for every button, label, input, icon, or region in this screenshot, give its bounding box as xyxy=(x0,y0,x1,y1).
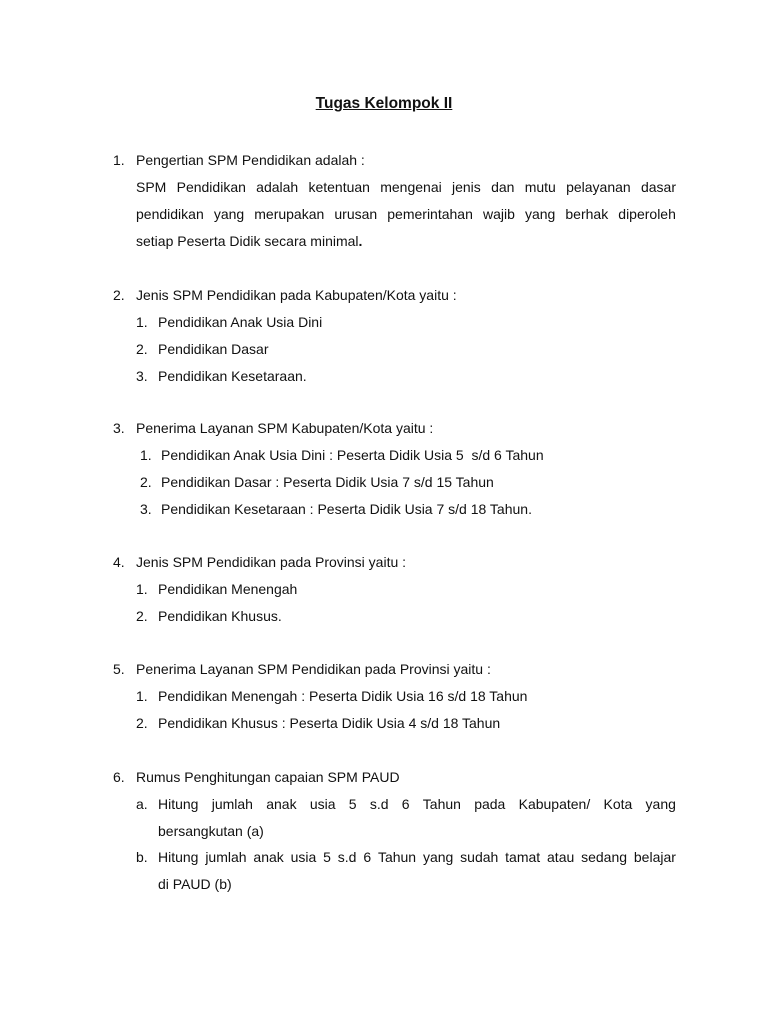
section-heading: Pengertian SPM Pendidikan adalah : xyxy=(136,152,365,168)
section-heading: Rumus Penghitungan capaian SPM PAUD xyxy=(136,769,400,785)
word: pendidikan xyxy=(136,206,204,222)
word: Kabupaten/ xyxy=(518,796,591,812)
section-number: 6. xyxy=(113,769,125,785)
list-item: Pendidikan Dasar : Peserta Didik Usia 7 s/d 15 Tahun xyxy=(161,474,494,490)
word: 5 xyxy=(348,796,357,812)
word: Pendidikan xyxy=(176,179,246,195)
word: merupakan xyxy=(254,206,325,222)
list-item: Pendidikan Kesetaraan : Peserta Didik Usia 7 s/d 18 Tahun. xyxy=(161,501,532,517)
word: Tahun xyxy=(422,796,461,812)
list-item-continuation: di PAUD (b) xyxy=(158,876,232,892)
word: yang xyxy=(213,206,245,222)
word: urusan xyxy=(334,206,378,222)
word: yang xyxy=(645,796,676,812)
list-item: Pendidikan Khusus. xyxy=(158,608,282,624)
word: dan xyxy=(491,179,515,195)
list-item xyxy=(158,848,676,866)
paragraph-end: . xyxy=(358,233,363,249)
list-item-continuation: bersangkutan (a) xyxy=(158,823,264,839)
section-number: 2. xyxy=(113,287,125,303)
word: Kota xyxy=(603,796,633,812)
list-item-number: 2. xyxy=(140,474,152,490)
word: jumlah xyxy=(211,796,253,812)
word: pemerintahan xyxy=(387,206,473,222)
section-number: 3. xyxy=(113,420,125,436)
list-item-number: 1. xyxy=(136,314,148,330)
word: 6 xyxy=(363,849,372,865)
list-item-number: 2. xyxy=(136,608,148,624)
paragraph-text: setiap Peserta Didik secara minimal xyxy=(136,233,359,249)
section-heading: Jenis SPM Pendidikan pada Provinsi yaitu : xyxy=(136,554,407,570)
word: berhak xyxy=(565,206,609,222)
word: anak xyxy=(253,849,284,865)
list-item: Pendidikan Menengah : Peserta Didik Usia 16 s/d 18 Tahun xyxy=(158,688,528,704)
list-item: Pendidikan Menengah xyxy=(158,581,298,597)
word: Hitung xyxy=(158,849,199,865)
word: anak xyxy=(266,796,297,812)
word: atau xyxy=(547,849,575,865)
list-item: Pendidikan Dasar xyxy=(158,341,269,357)
word: usia xyxy=(290,849,317,865)
word: s.d xyxy=(369,796,389,812)
word: mengenai xyxy=(380,179,442,195)
word: adalah xyxy=(256,179,299,195)
word: 5 xyxy=(323,849,331,865)
word: sudah xyxy=(460,849,499,865)
paragraph-line xyxy=(136,205,676,223)
word: diperoleh xyxy=(618,206,676,222)
paragraph-line xyxy=(136,178,676,196)
word: sedang xyxy=(581,849,628,865)
section-heading: Penerima Layanan SPM Kabupaten/Kota yaitu : xyxy=(136,420,434,436)
section-number: 4. xyxy=(113,554,125,570)
word: dasar xyxy=(640,179,676,195)
page-title: Tugas Kelompok II xyxy=(315,95,453,112)
word: mutu xyxy=(524,179,556,195)
list-item: Pendidikan Khusus : Peserta Didik Usia 4 s/d 18 Tahun xyxy=(158,715,501,731)
section-heading: Penerima Layanan SPM Pendidikan pada Provinsi yaitu : xyxy=(136,661,491,677)
word: tamat xyxy=(505,849,541,865)
list-item: Pendidikan Anak Usia Dini : Peserta Didik Usia 5 s/d 6 Tahun xyxy=(161,447,544,463)
section-number: 5. xyxy=(113,661,125,677)
word: Hitung xyxy=(158,796,199,812)
list-item-number: 1. xyxy=(136,581,148,597)
list-item-number: 2. xyxy=(136,715,148,731)
word: wajib xyxy=(482,206,515,222)
word: yang xyxy=(524,206,556,222)
list-item-number: a. xyxy=(136,796,148,812)
list-item xyxy=(158,795,676,813)
word: Tahun xyxy=(377,849,417,865)
word: s.d xyxy=(337,849,357,865)
list-item-number: 1. xyxy=(136,688,148,704)
list-item-number: b. xyxy=(136,849,148,865)
list-item-number: 1. xyxy=(140,447,152,463)
paragraph-line xyxy=(136,232,362,250)
word: pada xyxy=(474,796,506,812)
word: jenis xyxy=(452,179,481,195)
word: ketentuan xyxy=(308,179,370,195)
word: pelayanan xyxy=(566,179,631,195)
list-item-number: 3. xyxy=(136,368,148,384)
word: belajar xyxy=(633,849,676,865)
word: yang xyxy=(422,849,454,865)
list-item: Pendidikan Kesetaraan. xyxy=(158,368,307,384)
list-item-number: 3. xyxy=(140,501,152,517)
list-item: Pendidikan Anak Usia Dini xyxy=(158,314,323,330)
list-item-number: 2. xyxy=(136,341,148,357)
word: usia xyxy=(309,796,336,812)
word: SPM xyxy=(136,179,167,195)
word: 6 xyxy=(401,796,410,812)
section-number: 1. xyxy=(113,152,125,168)
word: jumlah xyxy=(205,849,247,865)
section-heading: Jenis SPM Pendidikan pada Kabupaten/Kota yaitu : xyxy=(136,287,457,303)
